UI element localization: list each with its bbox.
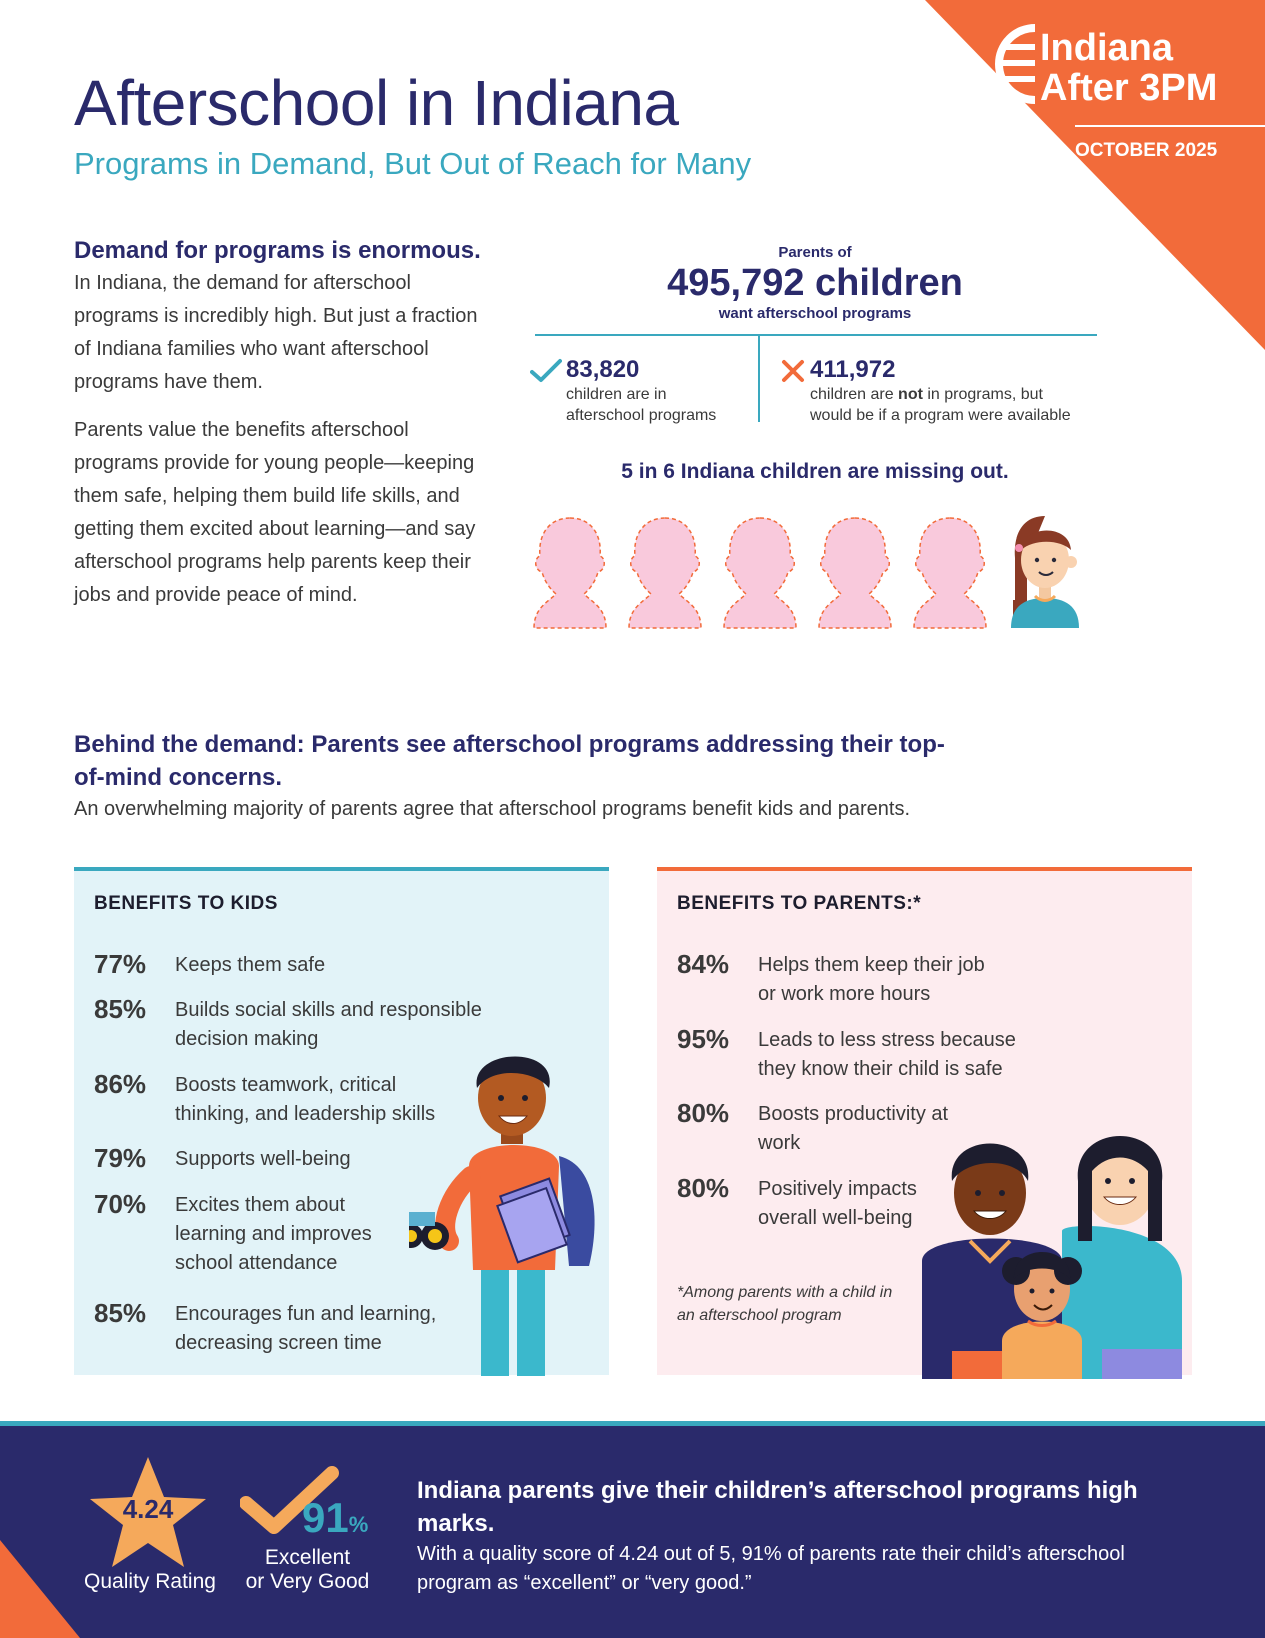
benefit-text: Boosts teamwork, critical thinking, and leadership skills bbox=[175, 1074, 436, 1125]
benefit-text: Supports well-being bbox=[175, 1148, 351, 1170]
behind-demand-section bbox=[74, 728, 1194, 824]
benefit-percent: 80% bbox=[677, 1098, 730, 1128]
intro-section bbox=[74, 234, 494, 612]
excellent-value: 91 bbox=[302, 1494, 349, 1541]
ratings-heading: Indiana parents give their children’s afterschool programs high marks. bbox=[417, 1477, 1138, 1537]
benefit-percent: 86% bbox=[94, 1069, 147, 1099]
excellent-label-1: Excellent bbox=[264, 1546, 351, 1569]
benefit-text: Leads to less stress because they know their child is safe bbox=[758, 1029, 1016, 1080]
excellent-unit: % bbox=[348, 1512, 369, 1537]
total-children: 495,792 children bbox=[667, 262, 963, 304]
missing-out-heading: 5 in 6 Indiana children are missing out. bbox=[621, 460, 1009, 483]
benefit-percent: 95% bbox=[677, 1024, 730, 1054]
logo-line-1: Indiana bbox=[1040, 27, 1174, 69]
benefit-text: Encourages fun and learning, decreasing screen time bbox=[175, 1303, 437, 1354]
page-subtitle: Programs in Demand, But Out of Reach for Many bbox=[74, 146, 752, 181]
intro-paragraph-1: In Indiana, the demand for afterschool programs is incredibly high. But just a fraction of Indiana families who want afterschool programs have them. bbox=[74, 272, 478, 393]
not-in-desc-post: in programs, but bbox=[922, 386, 1043, 403]
intro-paragraph-2: Parents value the benefits afterschool programs provide for young people—keeping them safe, helping them build life skills, and getting them excited about learning—and say afterschool programs help parents keep their jobs and provide peace of mind. bbox=[74, 419, 476, 606]
boy-with-books-illustration bbox=[409, 1026, 609, 1376]
benefit-text: Builds social skills and responsible decision making bbox=[175, 999, 482, 1050]
benefit-percent: 80% bbox=[677, 1173, 730, 1203]
parents-of-label: Parents of bbox=[778, 244, 852, 261]
missing-child-icon bbox=[724, 518, 796, 628]
excellent-label-2: or Very Good bbox=[245, 1570, 370, 1593]
benefits-to-kids-panel bbox=[74, 867, 609, 1375]
ratings-text bbox=[417, 1474, 1177, 1598]
x-icon bbox=[780, 358, 806, 384]
not-in-desc-pre: children are bbox=[810, 386, 899, 403]
missing-child-icon bbox=[534, 518, 606, 628]
kids-panel-title: BENEFITS TO KIDS bbox=[94, 893, 278, 914]
benefit-percent: 84% bbox=[677, 949, 730, 979]
not-in-programs-stat bbox=[810, 356, 1071, 426]
demand-total bbox=[535, 244, 1095, 322]
check-icon bbox=[530, 358, 562, 384]
orange-corner-accent bbox=[0, 1540, 80, 1638]
date-label: OCTOBER 2025 bbox=[1075, 140, 1218, 161]
benefit-text: Boosts productivity at work bbox=[758, 1103, 949, 1154]
excellent-label bbox=[230, 1546, 385, 1594]
benefit-text: Excites them about learning and improves school attendance bbox=[175, 1194, 372, 1274]
page-title: Afterschool in Indiana bbox=[74, 67, 679, 139]
logo-mark-icon bbox=[995, 24, 1039, 104]
benefit-percent: 85% bbox=[94, 994, 147, 1024]
not-in-desc-bold: not bbox=[898, 386, 923, 403]
behind-heading: Behind the demand: Parents see afterschool programs addressing their top-of-mind concerns. bbox=[74, 731, 945, 791]
intro-heading: Demand for programs is enormous. bbox=[74, 237, 481, 264]
family-illustration bbox=[912, 1101, 1192, 1379]
missing-child-icon bbox=[914, 518, 986, 628]
parents-panel-title: BENEFITS TO PARENTS:* bbox=[677, 893, 922, 914]
not-in-programs-desc-1 bbox=[810, 384, 1071, 405]
kids-pictogram bbox=[530, 510, 1100, 635]
ratings-description: With a quality score of 4.24 out of 5, 91% of parents rate their child’s afterschool program as “excellent” or “very good.” bbox=[417, 1543, 1125, 1594]
benefit-percent: 85% bbox=[94, 1298, 147, 1328]
missing-child-icon bbox=[629, 518, 701, 628]
behind-text: An overwhelming majority of parents agree that afterschool programs benefit kids and parents. bbox=[74, 798, 910, 820]
benefit-percent: 79% bbox=[94, 1143, 147, 1173]
in-programs-desc-1: children are in bbox=[566, 386, 667, 403]
benefit-text: Positively impacts overall well-being bbox=[758, 1178, 917, 1229]
in-programs-stat bbox=[566, 356, 716, 426]
benefits-to-parents-panel bbox=[657, 867, 1192, 1375]
in-programs-desc-2: afterschool programs bbox=[566, 407, 717, 424]
stats-divider-vertical bbox=[758, 336, 760, 422]
missing-child-icon bbox=[819, 518, 891, 628]
not-in-programs-desc-2: would be if a program were available bbox=[810, 407, 1071, 424]
benefit-text: Helps them keep their job or work more hours bbox=[758, 954, 985, 1005]
want-programs-label: want afterschool programs bbox=[718, 305, 912, 322]
quality-rating-label: Quality Rating bbox=[84, 1570, 216, 1593]
child-in-program-icon bbox=[1011, 516, 1079, 628]
logo-line-2: After 3PM bbox=[1040, 67, 1218, 109]
logo bbox=[1040, 28, 1217, 108]
benefit-percent: 70% bbox=[94, 1189, 147, 1219]
not-in-programs-number: 411,972 bbox=[810, 356, 896, 383]
excellent-percent bbox=[302, 1494, 368, 1542]
in-programs-number: 83,820 bbox=[566, 356, 640, 383]
parents-footnote: *Among parents with a child in an afterschool program bbox=[677, 1284, 893, 1324]
stats-divider-horizontal bbox=[535, 334, 1097, 336]
benefit-text: Keeps them safe bbox=[175, 954, 326, 976]
benefit-percent: 77% bbox=[94, 949, 147, 979]
quality-rating-value: 4.24 bbox=[122, 1494, 174, 1524]
logo-divider bbox=[1075, 125, 1265, 127]
